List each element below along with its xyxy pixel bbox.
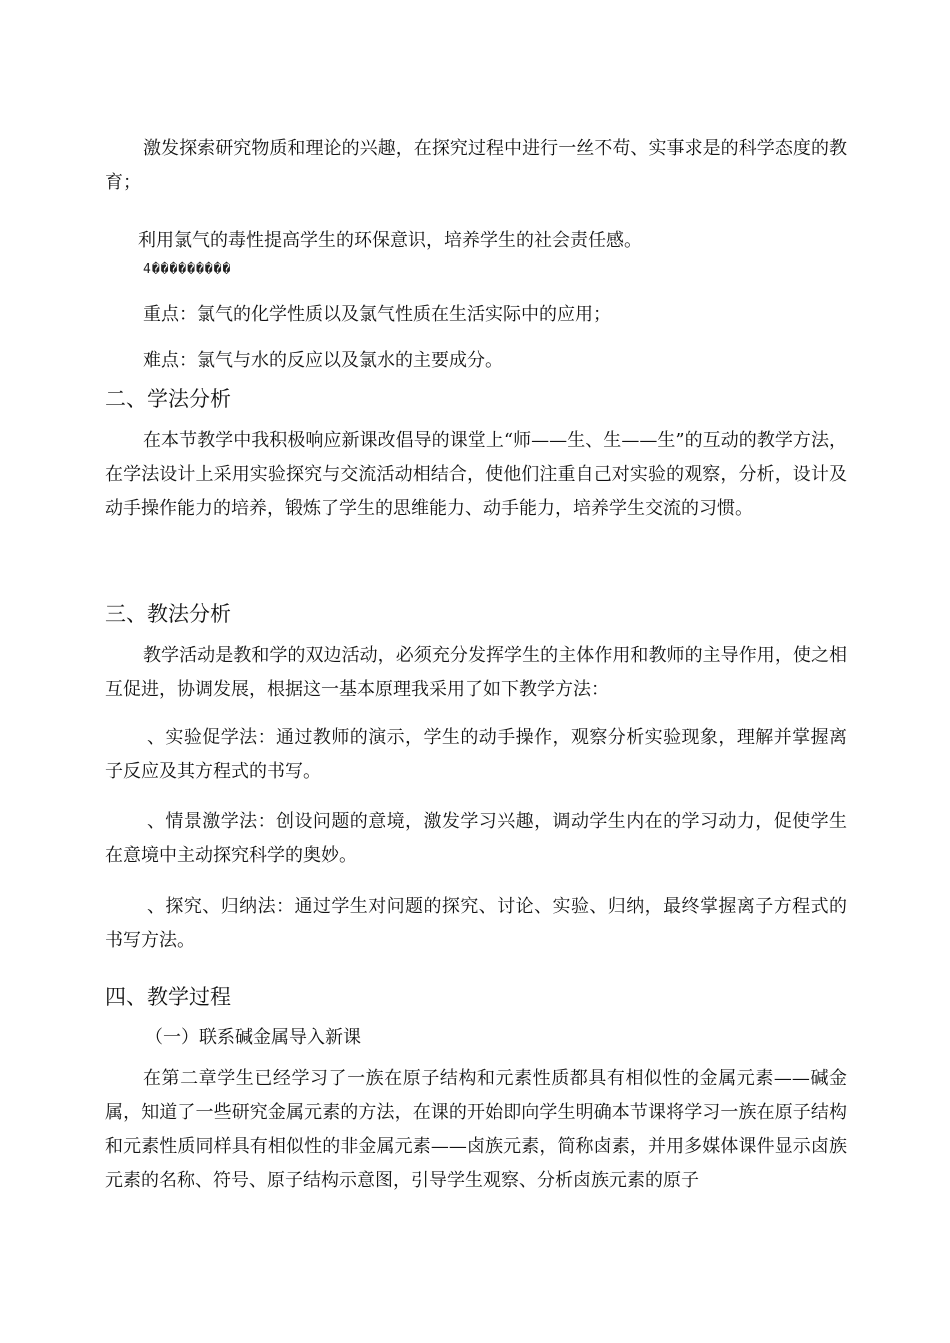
section-heading-teaching-method: 三、教法分析 xyxy=(105,602,231,626)
paragraph-interest: 激发探索研究物质和理论的兴趣，在探究过程中进行一丝不苟、实事求是的科学态度的教育； xyxy=(105,138,847,193)
key-point: 重点：氯气的化学性质以及氯气性质在生活实际中的应用； xyxy=(143,304,611,325)
paragraph-teaching-process: 在第二章学生已经学习了一族在原子结构和元素性质都具有相似性的金属元素——碱金属，知道了一些研究金属元素的方法，在课的开始即向学生明确本节课将学习一族在原子结构和元素性质同样具有相似性的非金属元素——卤族元素，简称卤素，并用多媒体课件显示卤族元素的名称、符号、原子结构示意图，引导学生观察、分析卤族元素的原子 xyxy=(105,1068,847,1191)
difficult-point: 难点：氯气与水的反应以及氯水的主要成分。 xyxy=(143,350,503,371)
garbled-heading: 4��������� xyxy=(143,262,232,277)
paragraph-learning-method: 在本节教学中我积极响应新课改倡导的课堂上“师——生、生——生”的互动的教学方法，在学法设计上采用实验探究与交流活动相结合，使他们注重自己对实验的观察，分析，设计及动手操作能力的培养，锻炼了学生的思维能力、动手能力，培养学生交流的习惯。 xyxy=(105,430,847,519)
teaching-method-1: 、实验促学法：通过教师的演示，学生的动手操作，观察分析实验现象，理解并掌握离子反应及其方程式的书写。 xyxy=(105,727,847,782)
paragraph-teaching-intro: 教学活动是教和学的双边活动，必须充分发挥学生的主体作用和教师的主导作用，使之相互促进，协调发展，根据这一基本原理我采用了如下教学方法： xyxy=(105,645,847,700)
teaching-method-3: 、探究、归纳法：通过学生对问题的探究、讨论、实验、归纳，最终掌握离子方程式的书写方法。 xyxy=(105,896,847,951)
teaching-method-2: 、情景激学法：创设问题的意境，激发学习兴趣，调动学生内在的学习动力，促使学生在意境中主动探究科学的奥妙。 xyxy=(105,811,847,866)
subheading-intro-lesson: （一）联系碱金属导入新课 xyxy=(145,1027,361,1048)
section-heading-teaching-process: 四、教学过程 xyxy=(105,985,231,1009)
paragraph-environment: 利用氯气的毒性提高学生的环保意识，培养学生的社会责任感。 xyxy=(138,230,642,251)
section-heading-learning-method: 二、学法分析 xyxy=(105,387,231,411)
